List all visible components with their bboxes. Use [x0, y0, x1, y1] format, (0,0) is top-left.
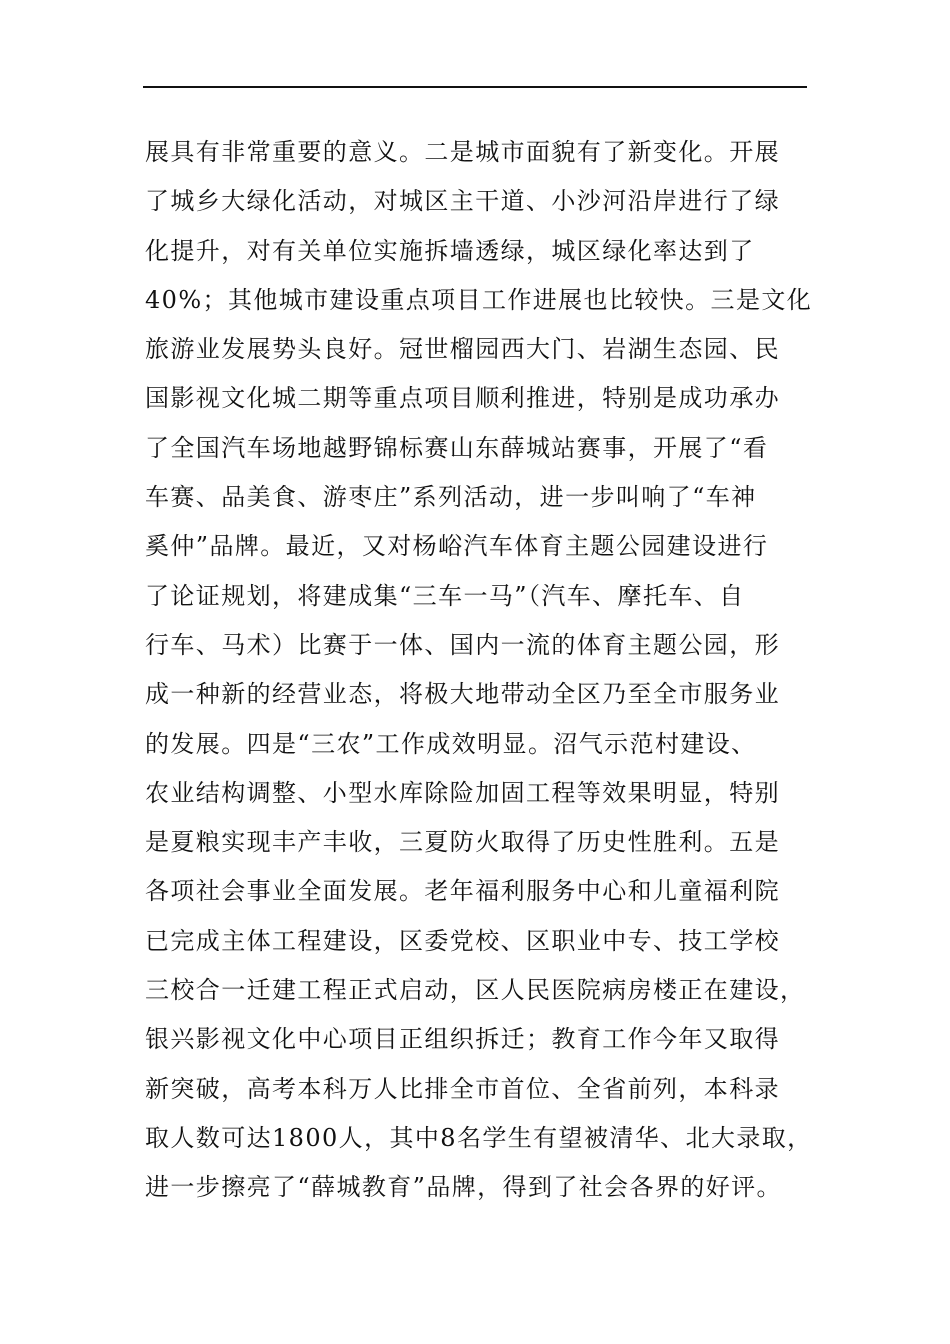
text-line: 旅游业发展势头良好。冠世榴园西大门、岩湖生态园、民: [145, 335, 780, 364]
text-line: 各项社会事业全面发展。老年福利服务中心和儿童福利院: [145, 877, 780, 906]
text-line: 新突破，高考本科万人比排全市首位、全省前列，本科录: [145, 1074, 780, 1103]
text-line: 了全国汽车场地越野锦标赛山东薛城站赛事，开展了“看: [145, 433, 769, 462]
text-line: 银兴影视文化中心项目正组织拆迁；教育工作今年又取得: [145, 1025, 780, 1054]
text-line: 国影视文化城二期等重点项目顺利推进，特别是成功承办: [145, 384, 780, 413]
text-line: 的发展。四是“三农”工作成效明显。沼气示范村建设、: [145, 729, 757, 758]
text-line: 取人数可达1800人，其中8名学生有望被清华、北大录取，: [145, 1123, 813, 1152]
text-line: 展具有非常重要的意义。二是城市面貌有了新变化。开展: [145, 138, 780, 166]
text-line: 农业结构调整、小型水库除险加固工程等效果明显，特别: [145, 778, 780, 807]
body-paragraph: [145, 128, 825, 1213]
text-line: 三校合一迁建工程正式启动，区人民医院病房楼正在建设，: [145, 976, 806, 1005]
text-line: 行车、马术）比赛于一体、国内一流的体育主题公园，形: [145, 630, 780, 659]
text-line: 车赛、品美食、游枣庄”系列活动，进一步叫响了“车神: [145, 483, 757, 512]
text-line: 已完成主体工程建设，区委党校、区职业中专、技工学校: [145, 926, 780, 955]
text-line: 成一种新的经营业态，将极大地带动全区乃至全市服务业: [145, 680, 780, 709]
text-line: 进一步擦亮了“薛城教育”品牌，得到了社会各界的好评。: [145, 1173, 782, 1202]
text-line: 40%；其他城市建设重点项目工作进展也比较快。三是文化: [145, 285, 813, 314]
header-rule: [143, 86, 807, 88]
text-line: 奚仲”品牌。最近，又对杨峪汽车体育主题公园建设进行: [145, 532, 769, 561]
text-line: 了城乡大绿化活动，对城区主干道、小沙河沿岸进行了绿: [145, 187, 780, 216]
text-line: 化提升，对有关单位实施拆墙透绿，城区绿化率达到了: [145, 236, 755, 265]
text-line: 是夏粮实现丰产丰收，三夏防火取得了历史性胜利。五是: [145, 828, 780, 857]
text-line: 了论证规划，将建成集“三车一马”（汽车、摩托车、自: [145, 581, 745, 610]
